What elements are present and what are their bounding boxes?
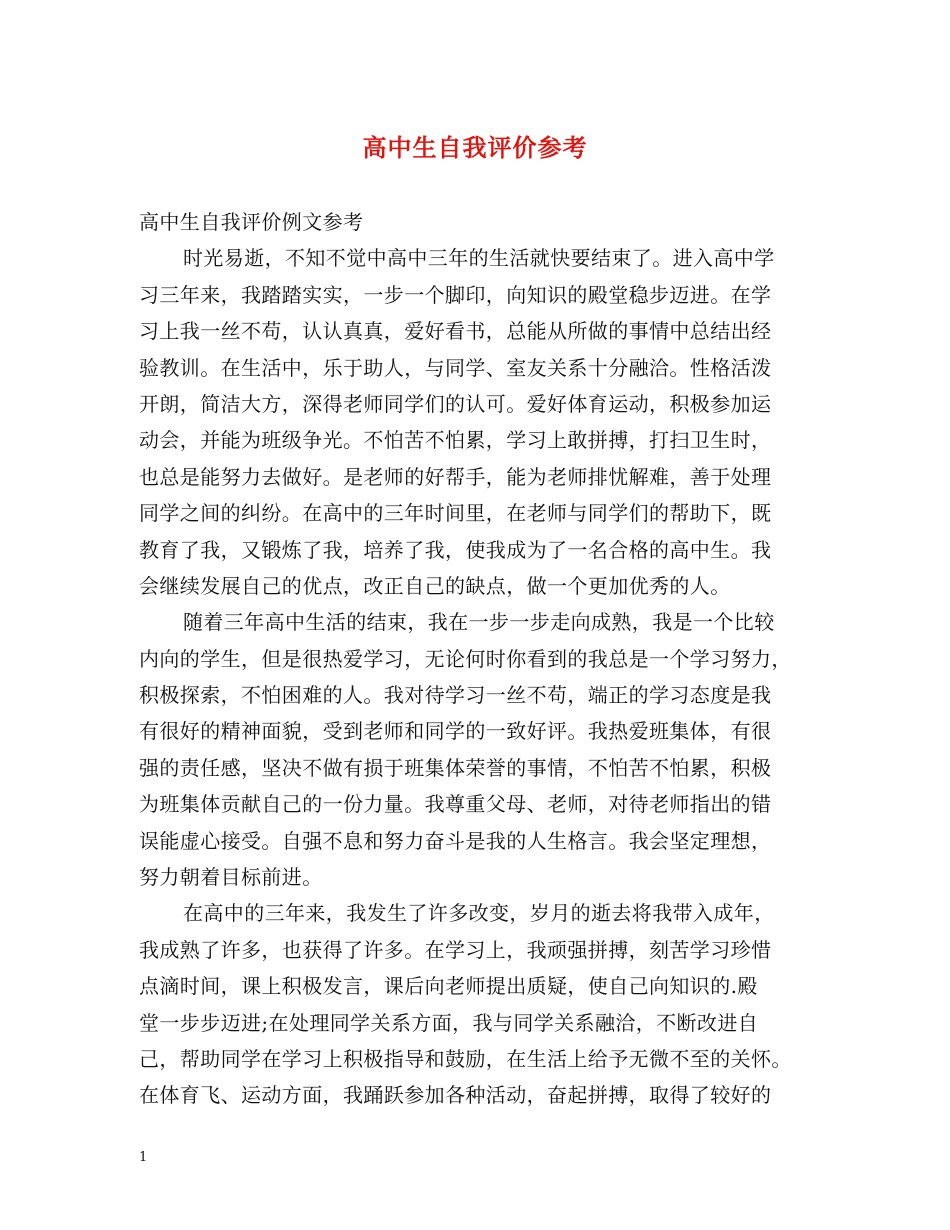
text-line: 点滴时间，课上积极发言，课后向老师提出质疑，使自己向知识的.殿 bbox=[139, 974, 758, 999]
text-line: 努力朝着目标前进。 bbox=[139, 865, 323, 890]
text-line: 强的责任感，坚决不做有损于班集体荣誉的事情，不怕苦不怕累，积极 bbox=[139, 755, 772, 780]
text-line: 习三年来，我踏踏实实，一步一个脚印，向知识的殿堂稳步迈进。在学 bbox=[139, 282, 772, 307]
text-line: 教育了我，又锻炼了我，培养了我，使我成为了一名合格的高中生。我 bbox=[139, 537, 772, 562]
text-line: 时光易逝，不知不觉中高中三年的生活就快要结束了。进入高中学 bbox=[183, 246, 775, 271]
document-subtitle: 高中生自我评价例文参考 bbox=[139, 210, 364, 234]
text-line: 在高中的三年来，我发生了许多改变，岁月的逝去将我带入成年， bbox=[183, 901, 775, 926]
text-line: 验教训。在生活中，乐于助人，与同学、室友关系十分融洽。性格活泼 bbox=[139, 355, 772, 380]
text-line: 随着三年高中生活的结束，我在一步一步走向成熟，我是一个比较 bbox=[183, 610, 775, 635]
text-line: 同学之间的纠纷。在高中的三年时间里，在老师与同学们的帮助下，既 bbox=[139, 501, 772, 526]
text-line: 堂一步步迈进;在处理同学关系方面，我与同学关系融洽，不断改进自 bbox=[139, 1010, 759, 1035]
text-line: 积极探索，不怕困难的人。我对待学习一丝不苟，端正的学习态度是我 bbox=[139, 683, 772, 708]
text-line: 动会，并能为班级争光。不怕苦不怕累，学习上敢拼搏，打扫卫生时， bbox=[139, 428, 772, 453]
text-line: 会继续发展自己的优点，改正自己的缺点，做一个更加优秀的人。 bbox=[139, 573, 731, 598]
page-number: 1 bbox=[139, 1150, 148, 1165]
text-line: 开朗，简洁大方，深得老师同学们的认可。爱好体育运动，积极参加运 bbox=[139, 391, 772, 416]
paragraph-lines bbox=[139, 240, 819, 1113]
document-body bbox=[139, 204, 819, 1114]
text-line: 也总是能努力去做好。是老师的好帮手，能为老师排忧解难，善于处理 bbox=[139, 464, 772, 489]
text-line: 我成熟了许多，也获得了许多。在学习上，我顽强拼搏，刻苦学习珍惜 bbox=[139, 937, 772, 962]
document-title: 高中生自我评价参考 bbox=[362, 133, 588, 162]
text-line: 为班集体贡献自己的一份力量。我尊重父母、老师，对待老师指出的错 bbox=[139, 792, 772, 817]
text-line: 习上我一丝不苟，认认真真，爱好看书，总能从所做的事情中总结出经 bbox=[139, 319, 772, 344]
text-line: 在体育飞、运动方面，我踊跃参加各种活动，奋起拼搏，取得了较好的 bbox=[139, 1083, 772, 1108]
text-line: 己，帮助同学在学习上积极指导和鼓励，在生活上给予无微不至的关怀。 bbox=[139, 1046, 792, 1071]
text-line: 有很好的精神面貌，受到老师和同学的一致好评。我热爱班集体，有很 bbox=[139, 719, 772, 744]
text-line: 误能虚心接受。自强不息和努力奋斗是我的人生格言。我会坚定理想， bbox=[139, 828, 772, 853]
text-line: 内向的学生，但是很热爱学习，无论何时你看到的我总是一个学习努力， bbox=[139, 646, 792, 671]
